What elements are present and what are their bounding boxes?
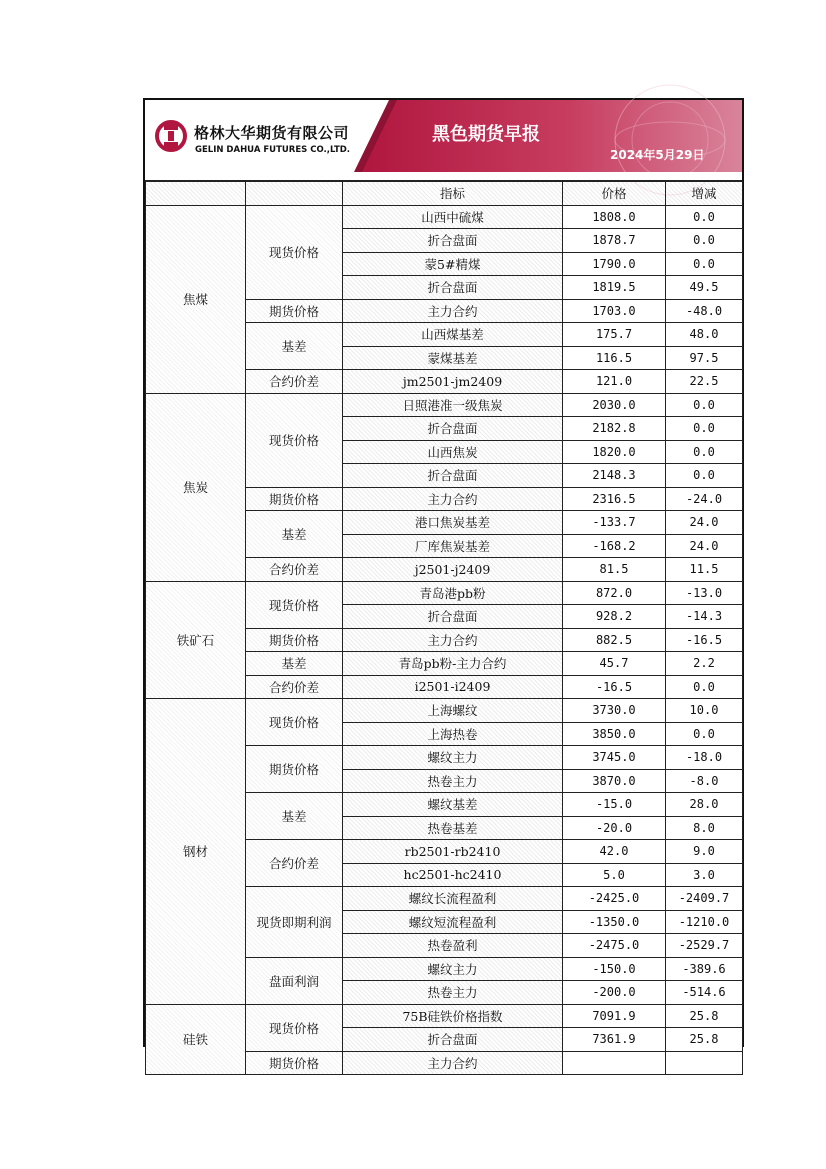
group-label-cell: 盘面利润 bbox=[246, 957, 343, 1004]
indicator-cell: 主力合约 bbox=[343, 487, 563, 511]
indicator-cell: 螺纹短流程盈利 bbox=[343, 910, 563, 934]
price-cell: 1703.0 bbox=[563, 299, 666, 323]
price-cell: 1790.0 bbox=[563, 252, 666, 276]
change-cell: -514.6 bbox=[666, 981, 743, 1005]
change-cell: 8.0 bbox=[666, 816, 743, 840]
change-cell: 0.0 bbox=[666, 440, 743, 464]
indicator-cell: 青岛pb粉-主力合约 bbox=[343, 652, 563, 676]
change-cell: 0.0 bbox=[666, 464, 743, 488]
change-cell: -8.0 bbox=[666, 769, 743, 793]
table-row bbox=[146, 1004, 743, 1028]
price-cell: 1820.0 bbox=[563, 440, 666, 464]
category-cell: 焦炭 bbox=[146, 393, 246, 581]
indicator-cell: 青岛港pb粉 bbox=[343, 581, 563, 605]
indicator-cell: 蒙5#精煤 bbox=[343, 252, 563, 276]
indicator-cell: 热卷盈利 bbox=[343, 934, 563, 958]
change-cell: 0.0 bbox=[666, 205, 743, 229]
indicator-cell: 折合盘面 bbox=[343, 464, 563, 488]
price-cell: 116.5 bbox=[563, 346, 666, 370]
change-cell: -389.6 bbox=[666, 957, 743, 981]
indicator-cell: j2501-j2409 bbox=[343, 558, 563, 582]
column-header bbox=[246, 182, 343, 206]
price-cell bbox=[563, 1051, 666, 1075]
indicator-cell: 上海热卷 bbox=[343, 722, 563, 746]
price-cell: 928.2 bbox=[563, 605, 666, 629]
group-label-cell: 合约价差 bbox=[246, 558, 343, 582]
group-label-cell: 期货价格 bbox=[246, 1051, 343, 1075]
change-cell: -24.0 bbox=[666, 487, 743, 511]
company-name-cn: 格林大华期货有限公司 bbox=[194, 124, 350, 142]
change-cell: 9.0 bbox=[666, 840, 743, 864]
indicator-cell: 主力合约 bbox=[343, 1051, 563, 1075]
group-label-cell: 期货价格 bbox=[246, 628, 343, 652]
price-cell: -20.0 bbox=[563, 816, 666, 840]
price-cell: 3870.0 bbox=[563, 769, 666, 793]
price-cell: -2475.0 bbox=[563, 934, 666, 958]
group-label-cell: 基差 bbox=[246, 793, 343, 840]
group-label-cell: 基差 bbox=[246, 323, 343, 370]
price-cell: 2316.5 bbox=[563, 487, 666, 511]
change-cell: -1210.0 bbox=[666, 910, 743, 934]
price-cell: 42.0 bbox=[563, 840, 666, 864]
indicator-cell: 热卷主力 bbox=[343, 981, 563, 1005]
change-cell: 97.5 bbox=[666, 346, 743, 370]
change-cell: 0.0 bbox=[666, 393, 743, 417]
report-banner bbox=[145, 100, 742, 181]
group-label-cell: 基差 bbox=[246, 652, 343, 676]
indicator-cell: 折合盘面 bbox=[343, 1028, 563, 1052]
indicator-cell: 折合盘面 bbox=[343, 605, 563, 629]
group-label-cell: 基差 bbox=[246, 511, 343, 558]
indicator-cell: 蒙煤基差 bbox=[343, 346, 563, 370]
change-cell: -48.0 bbox=[666, 299, 743, 323]
change-cell: 2.2 bbox=[666, 652, 743, 676]
change-cell: 28.0 bbox=[666, 793, 743, 817]
change-cell: -18.0 bbox=[666, 746, 743, 770]
table-row bbox=[146, 581, 743, 605]
group-label-cell: 现货即期利润 bbox=[246, 887, 343, 958]
indicator-cell: 螺纹主力 bbox=[343, 746, 563, 770]
price-cell: -15.0 bbox=[563, 793, 666, 817]
price-cell: 1878.7 bbox=[563, 229, 666, 253]
indicator-cell: hc2501-hc2410 bbox=[343, 863, 563, 887]
indicator-cell: 上海螺纹 bbox=[343, 699, 563, 723]
price-cell: 2030.0 bbox=[563, 393, 666, 417]
category-cell: 焦煤 bbox=[146, 205, 246, 393]
indicator-cell: 山西煤基差 bbox=[343, 323, 563, 347]
group-label-cell: 现货价格 bbox=[246, 699, 343, 746]
group-label-cell: 合约价差 bbox=[246, 675, 343, 699]
company-name-en: GELIN DAHUA FUTURES CO.,LTD. bbox=[195, 145, 351, 155]
price-cell: 7091.9 bbox=[563, 1004, 666, 1028]
change-cell: 0.0 bbox=[666, 252, 743, 276]
price-cell: -200.0 bbox=[563, 981, 666, 1005]
group-label-cell: 期货价格 bbox=[246, 746, 343, 793]
price-cell: 2182.8 bbox=[563, 417, 666, 441]
group-label-cell: 现货价格 bbox=[246, 1004, 343, 1051]
change-cell: 0.0 bbox=[666, 417, 743, 441]
price-cell: -2425.0 bbox=[563, 887, 666, 911]
indicator-cell: 主力合约 bbox=[343, 299, 563, 323]
indicator-cell: 主力合约 bbox=[343, 628, 563, 652]
price-cell: 882.5 bbox=[563, 628, 666, 652]
indicator-cell: 螺纹基差 bbox=[343, 793, 563, 817]
indicator-cell: 75B硅铁价格指数 bbox=[343, 1004, 563, 1028]
report-title: 黑色期货早报 bbox=[432, 124, 540, 145]
indicator-cell: 厂库焦炭基差 bbox=[343, 534, 563, 558]
price-cell: 2148.3 bbox=[563, 464, 666, 488]
price-cell: 45.7 bbox=[563, 652, 666, 676]
group-label-cell: 期货价格 bbox=[246, 487, 343, 511]
change-cell: -2409.7 bbox=[666, 887, 743, 911]
price-cell: 7361.9 bbox=[563, 1028, 666, 1052]
change-cell: 0.0 bbox=[666, 229, 743, 253]
group-label-cell: 现货价格 bbox=[246, 581, 343, 628]
indicator-cell: jm2501-jm2409 bbox=[343, 370, 563, 394]
price-cell: 3745.0 bbox=[563, 746, 666, 770]
price-cell: 1819.5 bbox=[563, 276, 666, 300]
indicator-cell: 热卷主力 bbox=[343, 769, 563, 793]
change-cell: 24.0 bbox=[666, 534, 743, 558]
indicator-cell: 折合盘面 bbox=[343, 229, 563, 253]
price-cell: 3730.0 bbox=[563, 699, 666, 723]
futures-table bbox=[145, 181, 743, 1075]
table-row bbox=[146, 205, 743, 229]
indicator-cell: 热卷基差 bbox=[343, 816, 563, 840]
change-cell: 3.0 bbox=[666, 863, 743, 887]
group-label-cell: 现货价格 bbox=[246, 205, 343, 299]
group-label-cell: 合约价差 bbox=[246, 840, 343, 887]
price-cell: 3850.0 bbox=[563, 722, 666, 746]
change-cell: 25.8 bbox=[666, 1028, 743, 1052]
indicator-cell: 山西焦炭 bbox=[343, 440, 563, 464]
indicator-cell: i2501-i2409 bbox=[343, 675, 563, 699]
price-cell: -1350.0 bbox=[563, 910, 666, 934]
change-cell: -14.3 bbox=[666, 605, 743, 629]
column-header bbox=[146, 182, 246, 206]
indicator-cell: 螺纹主力 bbox=[343, 957, 563, 981]
price-cell: -133.7 bbox=[563, 511, 666, 535]
indicator-cell: 山西中硫煤 bbox=[343, 205, 563, 229]
price-cell: 1808.0 bbox=[563, 205, 666, 229]
column-header: 指标 bbox=[343, 182, 563, 206]
change-cell: -13.0 bbox=[666, 581, 743, 605]
price-cell: 81.5 bbox=[563, 558, 666, 582]
change-cell: -16.5 bbox=[666, 628, 743, 652]
category-cell: 铁矿石 bbox=[146, 581, 246, 699]
price-cell: -168.2 bbox=[563, 534, 666, 558]
change-cell: 48.0 bbox=[666, 323, 743, 347]
category-cell: 钢材 bbox=[146, 699, 246, 1005]
table-row bbox=[146, 699, 743, 723]
column-header: 价格 bbox=[563, 182, 666, 206]
price-cell: 121.0 bbox=[563, 370, 666, 394]
price-cell: 175.7 bbox=[563, 323, 666, 347]
indicator-cell: 折合盘面 bbox=[343, 417, 563, 441]
table-row bbox=[146, 393, 743, 417]
price-cell: -150.0 bbox=[563, 957, 666, 981]
table-header-row bbox=[146, 182, 743, 206]
indicator-cell: 日照港准一级焦炭 bbox=[343, 393, 563, 417]
group-label-cell: 现货价格 bbox=[246, 393, 343, 487]
indicator-cell: 螺纹长流程盈利 bbox=[343, 887, 563, 911]
report-sheet bbox=[143, 98, 744, 1071]
change-cell: 49.5 bbox=[666, 276, 743, 300]
group-label-cell: 合约价差 bbox=[246, 370, 343, 394]
indicator-cell: rb2501-rb2410 bbox=[343, 840, 563, 864]
indicator-cell: 港口焦炭基差 bbox=[343, 511, 563, 535]
change-cell: 22.5 bbox=[666, 370, 743, 394]
change-cell bbox=[666, 1051, 743, 1075]
column-header: 增减 bbox=[666, 182, 743, 206]
change-cell: 25.8 bbox=[666, 1004, 743, 1028]
change-cell: 0.0 bbox=[666, 675, 743, 699]
change-cell: 0.0 bbox=[666, 722, 743, 746]
change-cell: 11.5 bbox=[666, 558, 743, 582]
category-cell: 硅铁 bbox=[146, 1004, 246, 1075]
price-cell: 872.0 bbox=[563, 581, 666, 605]
price-cell: 5.0 bbox=[563, 863, 666, 887]
change-cell: 24.0 bbox=[666, 511, 743, 535]
change-cell: -2529.7 bbox=[666, 934, 743, 958]
change-cell: 10.0 bbox=[666, 699, 743, 723]
indicator-cell: 折合盘面 bbox=[343, 276, 563, 300]
group-label-cell: 期货价格 bbox=[246, 299, 343, 323]
price-cell: -16.5 bbox=[563, 675, 666, 699]
report-date: 2024年5月29日 bbox=[610, 148, 705, 162]
data-table-container bbox=[145, 181, 742, 1075]
